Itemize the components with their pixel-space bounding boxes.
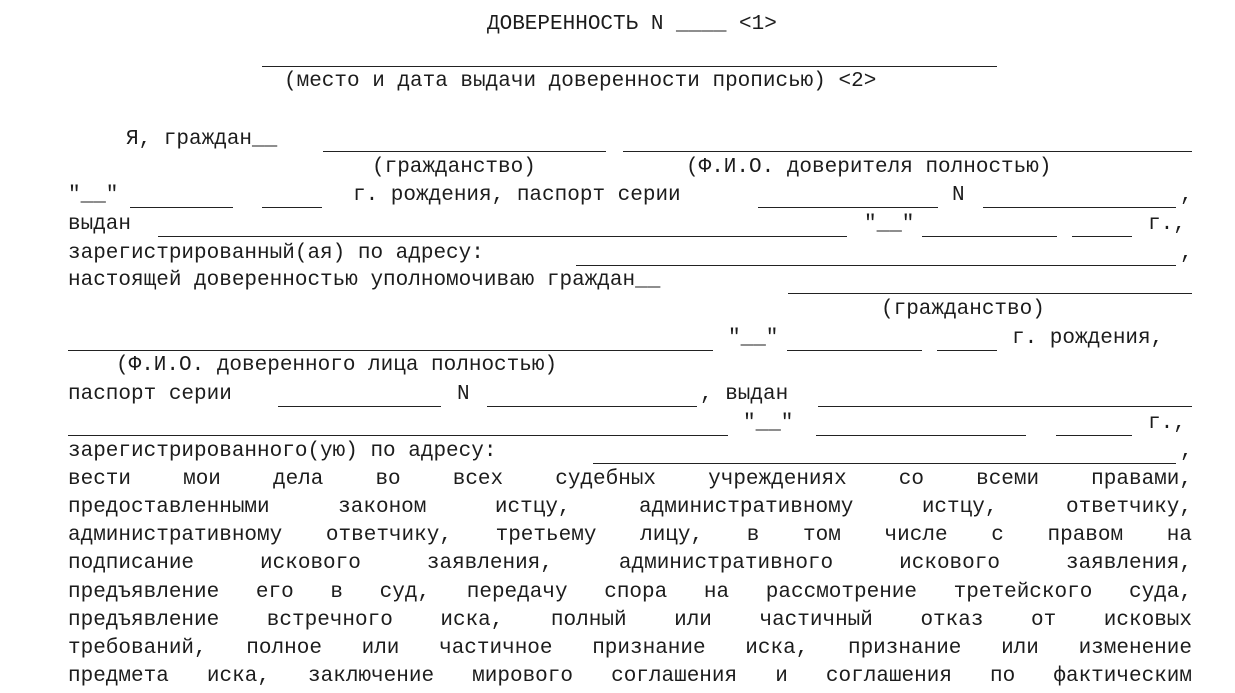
principal-birth-year-field[interactable] [262, 207, 322, 208]
principal-citizenship-field[interactable] [323, 151, 606, 152]
agent-year-suffix: г., [1148, 412, 1186, 435]
principal-issued-label: выдан [68, 213, 132, 236]
agent-issued-by-field[interactable] [818, 406, 1192, 407]
principal-address-comma: , [1180, 242, 1193, 265]
principal-registered-label: зарегистрированный(ая) по адресу: [68, 242, 484, 265]
agent-registered-label: зарегистрированного(ую) по адресу: [68, 440, 497, 463]
authorize-text: настоящей доверенностью уполномочиваю граждан__ [68, 269, 661, 292]
agent-issued-label: , выдан [700, 383, 789, 406]
agent-issue-day: "__" [743, 412, 794, 435]
agent-number-sign: N [457, 383, 470, 406]
agent-birth-text: г. рождения, [1012, 327, 1164, 350]
agent-issue-month-field[interactable] [816, 435, 1026, 436]
principal-address-field[interactable] [576, 265, 1176, 266]
body-line: предоставленными законом истцу, административному истцу, ответчику, [68, 496, 1192, 519]
agent-address-comma: , [1180, 440, 1193, 463]
principal-fio-field[interactable] [623, 151, 1192, 152]
body-line: административному ответчику, третьему лицу, в том числе с правом на [68, 524, 1192, 547]
principal-issue-year-field[interactable] [1072, 236, 1132, 237]
agent-address-field[interactable] [593, 463, 1176, 464]
agent-issue-year-field[interactable] [1056, 435, 1132, 436]
agent-citizenship-caption: (гражданство) [881, 298, 1045, 321]
principal-birth-month-field[interactable] [130, 207, 233, 208]
body-line: подписание искового заявления, административного искового заявления, [68, 552, 1192, 575]
agent-citizenship-field[interactable] [788, 293, 1192, 294]
principal-year-suffix: г., [1148, 213, 1186, 236]
principal-issue-month-field[interactable] [922, 236, 1057, 237]
principal-number-sign: N [952, 184, 965, 207]
principal-prefix: Я, граждан__ [126, 128, 278, 151]
body-line: предъявление встречного иска, полный или частичный отказ от исковых [68, 609, 1192, 632]
agent-issued-by-continued-field[interactable] [68, 435, 728, 436]
principal-fio-caption: (Ф.И.О. доверителя полностью) [686, 156, 1052, 179]
principal-comma: , [1180, 184, 1193, 207]
agent-birth-month-field[interactable] [787, 350, 922, 351]
agent-passport-label: паспорт серии [68, 383, 232, 406]
principal-citizenship-caption: (гражданство) [372, 156, 536, 179]
place-date-field[interactable] [262, 66, 997, 67]
body-line: требований, полное или частичное признание иска, признание или изменение [68, 637, 1192, 660]
principal-birth-day: "__" [68, 184, 119, 207]
place-date-caption: (место и дата выдачи доверенности прописью) <2> [284, 70, 877, 93]
document-title: ДОВЕРЕННОСТЬ N ____ <1> [487, 13, 777, 36]
agent-fio-field[interactable] [68, 350, 713, 351]
agent-fio-caption: (Ф.И.О. доверенного лица полностью) [116, 354, 558, 377]
body-line: вести мои дела во всех судебных учреждениях со всеми правами, [68, 468, 1192, 491]
principal-birth-passport-text: г. рождения, паспорт серии [353, 184, 681, 207]
agent-passport-series-field[interactable] [278, 406, 441, 407]
principal-issue-day: "__" [864, 213, 915, 236]
principal-issued-by-field[interactable] [158, 236, 847, 237]
body-line: предмета иска, заключение мирового соглашения и соглашения по фактическим [68, 665, 1192, 688]
body-line: предъявление его в суд, передачу спора на рассмотрение третейского суда, [68, 581, 1192, 604]
agent-birth-year-field[interactable] [937, 350, 997, 351]
principal-passport-series-field[interactable] [758, 207, 938, 208]
principal-passport-number-field[interactable] [983, 207, 1176, 208]
agent-birth-day: "__" [728, 327, 779, 350]
agent-passport-number-field[interactable] [487, 406, 697, 407]
